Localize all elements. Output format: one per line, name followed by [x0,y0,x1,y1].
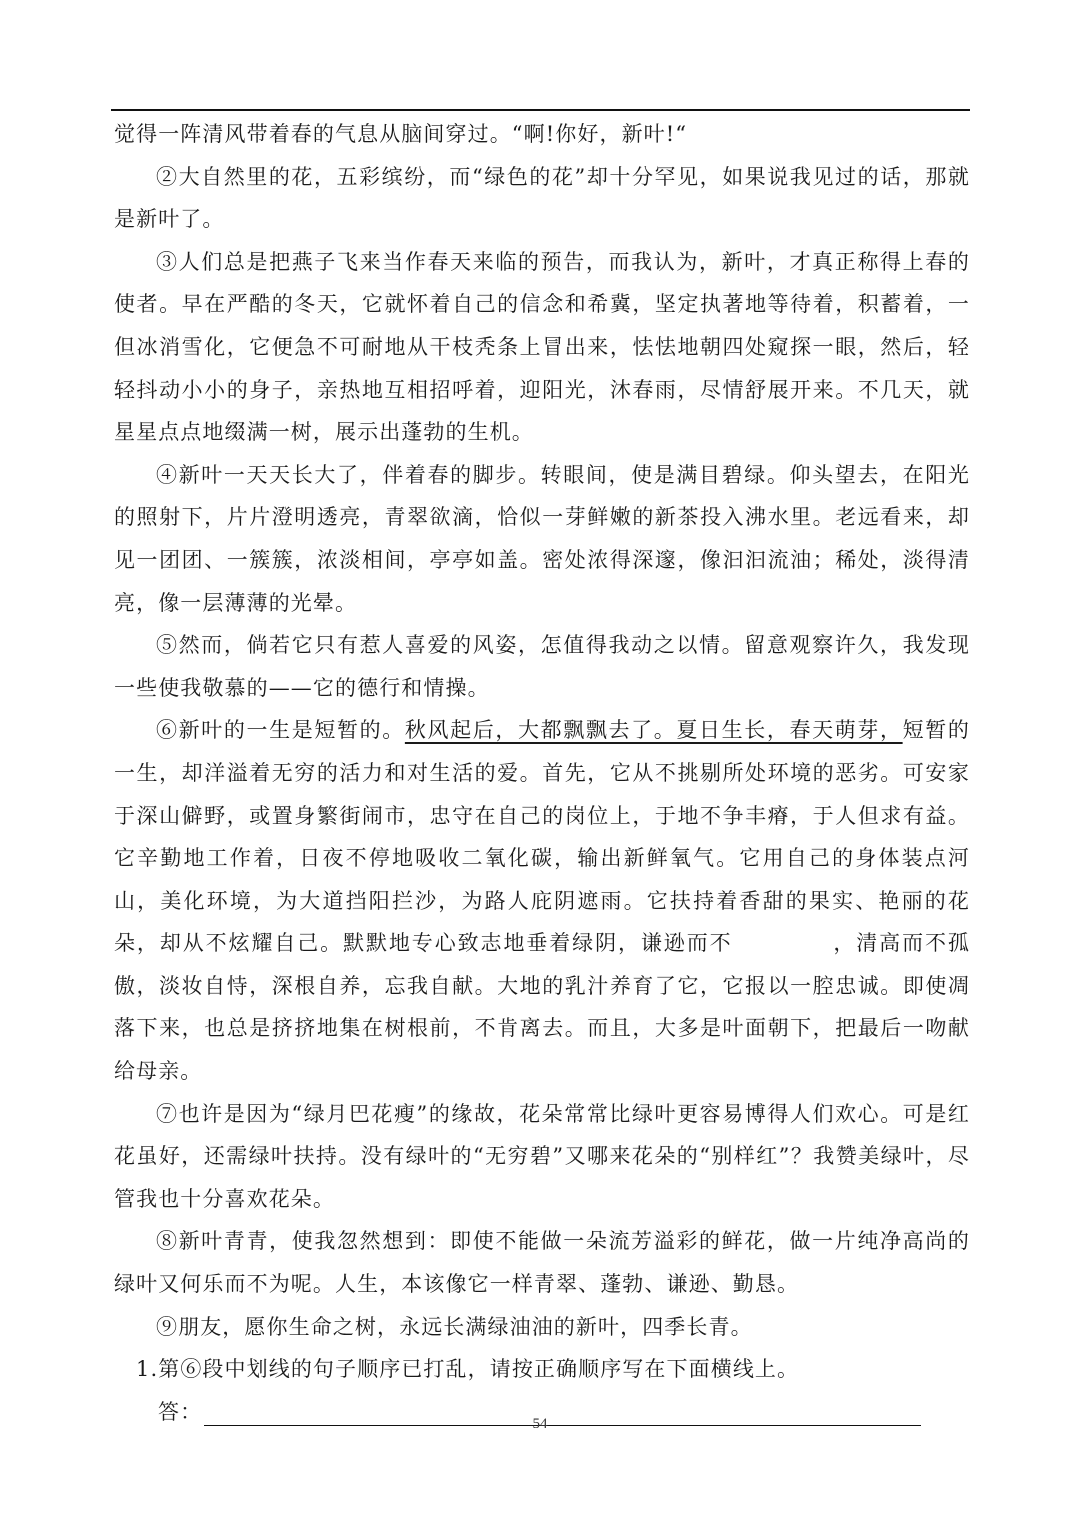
paragraph-text: ⑧新叶青青，使我忽然想到：即使不能做一朵流芳溢彩的鲜花，做一片纯净高尚的绿叶又何乐而不为呢。人生，本该像它一样青翠、蓬勃、谦逊、勤恳。 [114,1229,970,1297]
paragraph-1-continued [114,113,970,156]
paragraph-text: ，清高而不孤傲，淡妆自恃，深根自养，忘我自献。大地的乳汁养育了它，它报以一腔忠诚。即使凋落下来，也总是挤挤地集在树根前，不肯离去。而且，大多是叶面朝下，把最后一吻献给母亲。 [114,931,970,1084]
paragraph-9 [114,1306,970,1349]
header-rule [111,109,970,111]
page-number: 54 [532,1416,548,1432]
paragraph-text: ③人们总是把燕子飞来当作春天来临的预告，而我认为，新叶，才真正称得上春的使者。早在严酷的冬天，它就怀着自己的信念和希冀，坚定执著地等待着，积蓄着，一但冰消雪化，它便急不可耐地从干枝秃条上冒出来，怯怯地朝四处窥探一眼，然后，轻轻抖动小小的身子，亲热地互相招呼着，迎阳光，沐春雨，尽情舒展开来。不几天，就星星点点地缀满一树，展示出蓬勃的生机。 [114,249,970,445]
answer-label: 答： [158,1399,203,1424]
underlined-sentence: 秋风起后，大都飘飘去了。夏日生长，春天萌芽， [404,718,903,743]
paragraph-text: ⑦也许是因为“绿月巴花瘦”的缘故，花朵常常比绿叶更容易博得人们欢心。可是红花虽好，还需绿叶扶持。没有绿叶的“无穷碧”又哪来花朵的“别样红”？我赞美绿叶，尽管我也十分喜欢花朵。 [114,1101,970,1211]
paragraph-4 [114,454,970,624]
paragraph-text: ②大自然里的花，五彩缤纷，而“绿色的花”却十分罕见，如果说我见过的话，那就是新叶了。 [114,164,970,232]
paragraph-text: 短暂的一生，却洋溢着无穷的活力和对生活的爱。首先，它从不挑剔所处环境的恶劣。可安家于深山僻野，或置身繁街闹市，忠守在自己的岗位上，于地不争丰瘠，于人但求有益。它辛勤地工作着，日夜不停地吸收二氧化碳，输出新鲜氧气。它用自己的身体装点河山，美化环境，为大道挡阳拦沙，为路人庇阴遮雨。它扶持着香甜的果实、艳丽的花朵，却从不炫耀自己。默默地专心致志地垂着绿阴，谦逊而不 [114,718,970,956]
question-text: 1.第⑥段中划线的句子顺序已打乱，请按正确顺序写在下面横线上。 [136,1357,800,1382]
paragraph-5 [114,624,970,709]
paragraph-6 [114,709,970,1092]
paragraph-2 [114,156,970,241]
paragraph-text: ⑥新叶的一生是短暂的。 [156,718,405,743]
article-body [114,113,970,1433]
paragraph-text: ⑨朋友，愿你生命之树，永远长满绿油油的新叶，四季长青。 [156,1314,753,1339]
question-1 [114,1348,970,1391]
paragraph-8 [114,1220,970,1305]
paragraph-text: ④新叶一天天长大了，伴着春的脚步。转眼间，使是满目碧绿。仰头望去，在阳光的照射下，片片澄明透亮，青翠欲滴，恰似一芽鲜嫩的新茶投入沸水里。老远看来，却见一团团、一簇簇，浓淡相间，亭亭如盖。密处浓得深邃，像汩汩流油；稀处，淡得清亮，像一层薄薄的光晕。 [114,462,970,615]
paragraph-text: 觉得一阵清风带着春的气息从脑间穿过。“啊!你好，新叶!“ [114,122,688,146]
paragraph-3 [114,241,970,454]
paragraph-7 [114,1093,970,1221]
paragraph-text: ⑤然而，倘若它只有惹人喜爱的风姿，怎值得我动之以情。留意观察许久，我发现一些使我敬慕的——它的德行和情操。 [114,633,970,700]
